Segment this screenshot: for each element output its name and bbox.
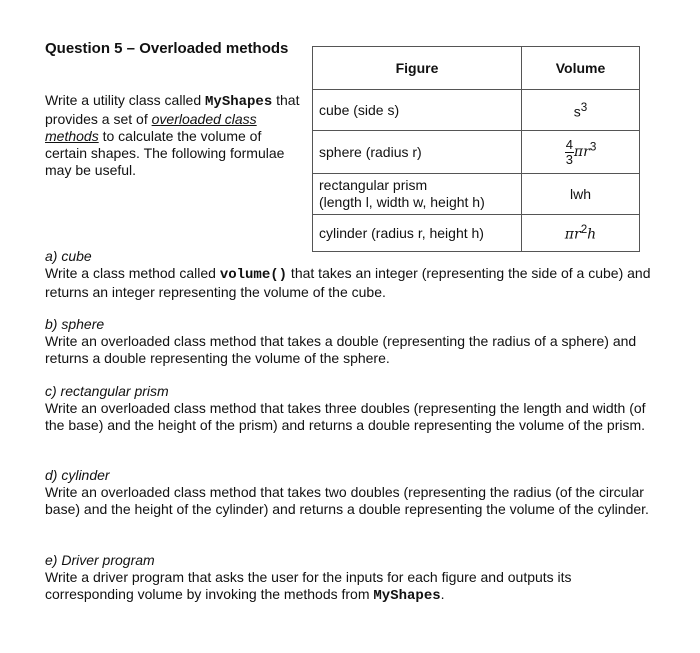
part-c-label: c) rectangular prism	[45, 383, 169, 399]
class-name: MyShapes	[205, 94, 273, 110]
class-name-ref: MyShapes	[373, 588, 441, 604]
part-d-label: d) cylinder	[45, 467, 110, 483]
part-d-text: Write an overloaded class method that takes two doubles (representing the radius (of the circular base) and the height of the cylinder) and returns a double representing the volume of the cylinder.	[45, 484, 649, 517]
volume-exponent: 3	[589, 140, 597, 154]
table-row	[313, 131, 640, 174]
intro-paragraph	[45, 92, 307, 179]
table-row	[313, 174, 640, 215]
method-name: volume()	[219, 267, 288, 283]
intro-text-1: Write a utility class called	[45, 92, 206, 108]
figure-prism	[313, 174, 522, 215]
part-b-text: Write an overloaded class method that takes a double (representing the radius of a sphere) and returns a double representing the volume of the sphere.	[45, 333, 637, 366]
intro-text-2: that provides a set of	[45, 92, 300, 127]
volume-tail: h	[587, 226, 597, 243]
part-a-text-1: Write a class method called	[45, 265, 220, 281]
volume-exponent: 3	[580, 100, 588, 114]
part-b-label: b) sphere	[45, 316, 105, 332]
table-header-row	[313, 47, 640, 90]
part-c	[45, 383, 655, 434]
part-e-label: e) Driver program	[45, 552, 155, 568]
part-e-text-1: Write a driver program that asks the user for the inputs for each figure and outputs its corresponding volume by invoking the methods from	[45, 569, 572, 602]
volume-prism: lwh	[522, 174, 640, 215]
header-figure: Figure	[313, 47, 522, 90]
figure-cube: cube (side s)	[313, 90, 522, 131]
volume-cylinder	[522, 215, 640, 252]
part-a-text-2: that takes an integer (representing the side of a cube) and returns an integer representing the volume of the cube.	[45, 265, 651, 300]
fraction	[565, 138, 574, 167]
part-c-text: Write an overloaded class method that takes three doubles (representing the length and width (of the base) and the height of the prism) and returns a double representing the volume of the prism.	[45, 400, 646, 433]
formula-table	[312, 46, 640, 252]
part-b	[45, 316, 655, 367]
volume-exponent: 2	[580, 223, 588, 237]
table-row	[313, 215, 640, 252]
part-a	[45, 248, 655, 301]
part-d	[45, 467, 655, 518]
figure-cylinder: cylinder (radius r, height h)	[313, 215, 522, 252]
header-volume: Volume	[522, 47, 640, 90]
table-row	[313, 90, 640, 131]
intro-text-3: to calculate the volume of certain shapes. The following formulae may be useful.	[45, 128, 285, 178]
volume-base: πr	[564, 226, 581, 243]
part-a-label: a) cube	[45, 248, 92, 264]
prism-line-1: rectangular prism	[319, 177, 428, 193]
fraction-numerator: 4	[565, 136, 573, 152]
volume-pi-r: πr	[573, 143, 590, 160]
overloaded-methods-link[interactable]: overloaded class methods	[45, 111, 257, 144]
volume-base: s	[573, 103, 581, 120]
question-title: Question 5 – Overloaded methods	[45, 40, 289, 57]
volume-cube	[522, 90, 640, 131]
part-e	[45, 552, 655, 605]
prism-line-2: (length l, width w, height h)	[319, 194, 485, 210]
fraction-denominator: 3	[565, 151, 573, 167]
volume-sphere	[522, 131, 640, 174]
part-e-text-2: .	[440, 586, 445, 602]
figure-sphere: sphere (radius r)	[313, 131, 522, 174]
